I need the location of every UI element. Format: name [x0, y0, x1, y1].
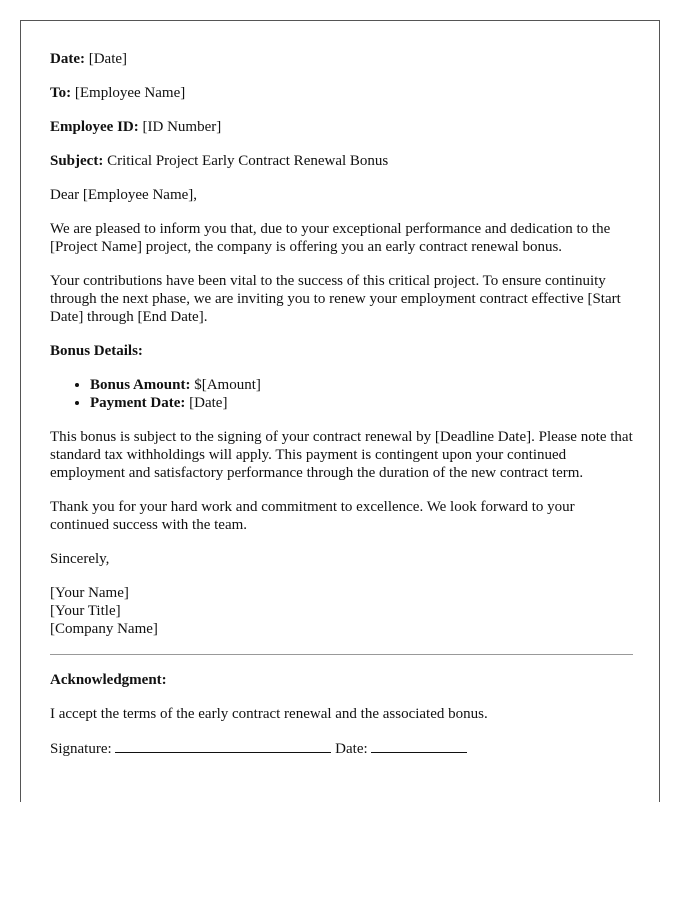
date-line: [50, 50, 633, 68]
acknowledgment-heading-text: Acknowledgment:: [50, 672, 167, 688]
list-item: [90, 376, 633, 394]
employee-id-label: Employee ID:: [50, 119, 139, 135]
to-label: To:: [50, 85, 72, 101]
to-value: [Employee Name]: [74, 85, 186, 101]
paragraph-intro: We are pleased to inform you that, due to your exceptional performance and dedication to the [Project Name] project, the company is offering you an early contract renewal bonus.: [50, 221, 611, 255]
bonus-details-list: [50, 376, 633, 412]
paragraph-thanks: Thank you for your hard work and commitment to excellence. We look forward to your continued success with the team.: [50, 499, 575, 533]
signature-blank[interactable]: [115, 739, 331, 753]
subject-label: Subject:: [50, 153, 104, 169]
signature-date-blank[interactable]: [371, 739, 467, 753]
subject-line: [50, 152, 633, 170]
closing: Sincerely,: [50, 551, 110, 567]
bonus-details-heading: [50, 342, 633, 360]
letter-page: [20, 20, 660, 802]
to-line: [50, 84, 633, 102]
date-label: Date:: [50, 51, 85, 67]
section-divider: [50, 654, 633, 655]
letter-content: [50, 50, 633, 774]
paragraph-conditions: This bonus is subject to the signing of your contract renewal by [Deadline Date]. Please note that standard tax withholdings will apply. This payment is contingent upon your continued employment and satisfactory performance through the duration of the new contract term.: [50, 429, 633, 481]
bonus-amount-label: Bonus Amount:: [90, 377, 191, 393]
date-value: [Date]: [88, 51, 128, 67]
signer-company: [Company Name]: [50, 621, 158, 637]
signer-title: [Your Title]: [50, 603, 121, 619]
salutation: Dear [Employee Name],: [50, 187, 198, 203]
bonus-amount-value: $[Amount]: [194, 377, 261, 393]
subject-value: Critical Project Early Contract Renewal Bonus: [107, 153, 389, 169]
acknowledgment-text: I accept the terms of the early contract renewal and the associated bonus.: [50, 706, 488, 722]
paragraph-contributions: Your contributions have been vital to the success of this critical project. To ensure continuity through the next phase, we are inviting you to renew your employment contract effective [Start Date] through [End Date].: [50, 273, 621, 325]
employee-id-line: [50, 118, 633, 136]
acknowledgment-heading: [50, 671, 633, 689]
signature-date-label: Date:: [335, 741, 368, 757]
list-item: [90, 394, 633, 412]
payment-date-value: [Date]: [189, 395, 228, 411]
bonus-details-heading-text: Bonus Details:: [50, 343, 143, 359]
employee-id-value: [ID Number]: [142, 119, 222, 135]
signer-name: [Your Name]: [50, 585, 129, 601]
signature-line: [50, 739, 633, 758]
signer-block: [50, 584, 633, 638]
signature-label: Signature:: [50, 741, 112, 757]
payment-date-label: Payment Date:: [90, 395, 186, 411]
